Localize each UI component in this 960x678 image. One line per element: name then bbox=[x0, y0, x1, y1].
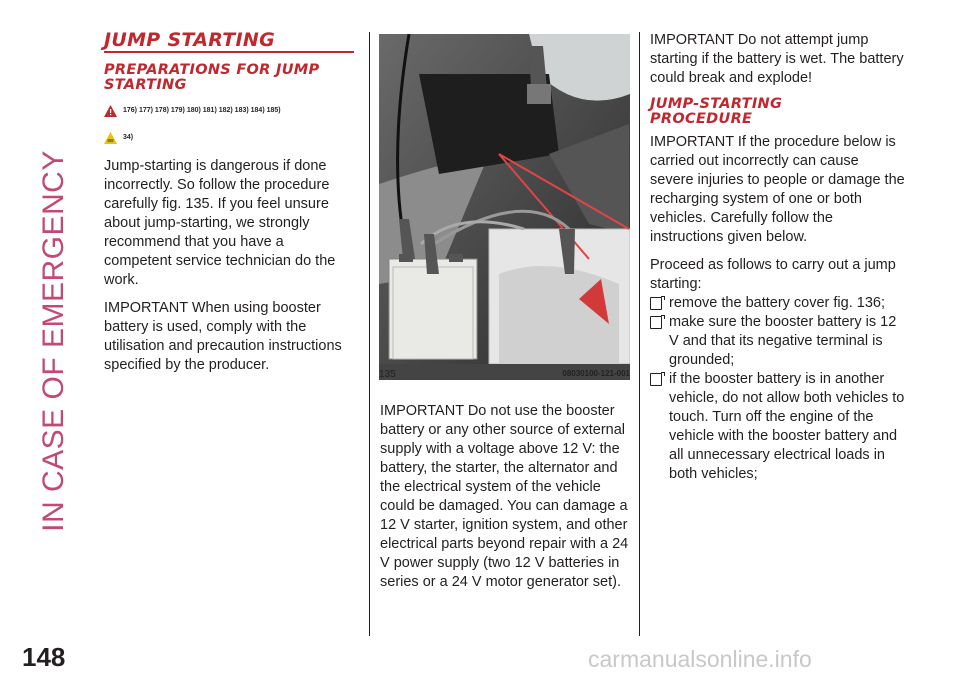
jump-start-illustration bbox=[379, 34, 630, 380]
checkbox-bullet-icon bbox=[650, 316, 662, 329]
battery-diagram bbox=[379, 34, 630, 364]
caution-icon bbox=[104, 132, 117, 144]
warning-refs: 176) 177) 178) 179) 180) 181) 182) 183) 184) 185) bbox=[104, 101, 354, 120]
figure-code: 08030100-121-001 bbox=[562, 369, 630, 378]
warning-icon bbox=[104, 105, 117, 117]
column-divider-left bbox=[369, 32, 370, 636]
procedure-intro: Proceed as follows to carry out a jump starting: bbox=[650, 257, 896, 292]
left-column bbox=[104, 31, 354, 384]
watermark: carmanualsonline.info bbox=[588, 646, 812, 672]
subsection-title: PREPARATIONS FOR JUMP STARTING bbox=[104, 62, 320, 93]
caution-refs: 34) bbox=[104, 128, 354, 147]
list-item: remove the battery cover fig. 136; bbox=[650, 294, 905, 313]
figure-number: 135 bbox=[379, 369, 396, 380]
wet-battery-paragraph: IMPORTANT Do not attempt jump starting if the battery is wet. The battery could break and explode! bbox=[650, 32, 904, 86]
procedure-warning-paragraph: IMPORTANT If the procedure below is carried out incorrectly can cause severe injuries to people or damage the recharging system of one or both vehicles. Carefully follow the instructions given below. bbox=[650, 134, 905, 245]
intro-paragraph: Jump-starting is dangerous if done incorrectly. So follow the procedure carefully fig. 135. If you feel unsure about jump-starting, we strongly recommend that you have a competent service technician do the work. bbox=[104, 158, 336, 288]
checkbox-bullet-icon bbox=[650, 297, 662, 310]
section-title: JUMP STARTING bbox=[104, 29, 276, 51]
section-side-label: IN CASE OF EMERGENCY bbox=[37, 150, 70, 532]
figure-caption bbox=[379, 369, 630, 380]
title-rule bbox=[104, 51, 354, 53]
middle-column bbox=[380, 402, 630, 601]
column-divider-right bbox=[639, 32, 640, 636]
checkbox-bullet-icon bbox=[650, 373, 662, 386]
procedure-title: JUMP-STARTING PROCEDURE bbox=[650, 96, 783, 127]
list-item: if the booster battery is in another vehicle, do not allow both vehicles to touch. Turn off the engine of the vehicle with the booster battery and all unnecessary electrical loads in both vehicles; bbox=[650, 370, 905, 484]
list-item: make sure the booster battery is 12 V and that its negative terminal is grounded; bbox=[650, 313, 905, 370]
right-column bbox=[650, 31, 905, 484]
booster-note-paragraph: IMPORTANT When using booster battery is used, comply with the utilisation and precaution instructions specified by the producer. bbox=[104, 300, 342, 373]
page-number: 148 bbox=[22, 642, 66, 672]
voltage-warning-paragraph: IMPORTANT Do not use the booster battery or any other source of external supply with a voltage above 12 V: the battery, the starter, the alternator and the electrical system of the vehicle could be damaged. You can damage a 12 V starter, ignition system, and other electrical parts beyond repair with a 24 V power supply (two 12 V batteries in series or a 24 V motor generator set). bbox=[380, 403, 629, 590]
